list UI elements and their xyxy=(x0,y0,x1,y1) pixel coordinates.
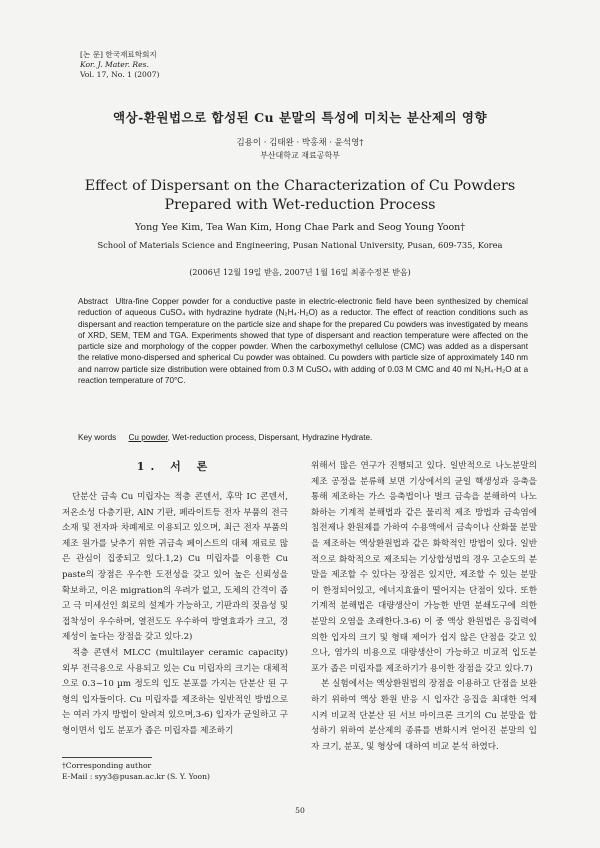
korean-authors: 김용이 · 김태완 · 박홍채 · 윤석영† xyxy=(236,138,364,148)
english-affiliation: School of Materials Science and Engineering, Pusan National University, Pusan, 609-735, Korea xyxy=(97,240,503,250)
left-paragraph-2: 적층 콘덴서 MLCC (multilayer ceramic capacity) 외부 전극용으로 사용되고 있는 Cu 미립자의 크기는 대체적으로 0.3~10 µm 정도의 입도 분포를 가지는 단분산 된 구형의 입자들이다. Cu 미립자를 제조하는 일반적인 방법으로는 여러 가지 방법이 알려져 있으며,3-6) 입자가 균일하고 구형이면서 입도 분포가 좁은 미립자를 제조하기 xyxy=(62,647,288,736)
received-dates: (2006년 12월 19일 받음, 2007년 1월 16일 최종수정본 받음) xyxy=(189,268,411,277)
section-heading: 1. 서 론 xyxy=(136,460,214,473)
footnote xyxy=(62,760,210,782)
abstract xyxy=(78,296,528,386)
left-paragraph-1: 단분산 금속 Cu 미립자는 적층 콘덴서, 후막 IC 콘덴서, 저온소성 다층기판, AlN 기판, 페라이트등 전자 부품의 전극소재 및 전자파 차폐제로 이용되고 있으며, 최근 전자 부품의 제조 원가를 낮추기 위한 귀금속 페이스트의 대체 재료로 많은 관심이 집중되고 있다.1,2) Cu 미립자를 이용한 Cu paste의 장점은 우수한 도전성을 갖고 있어 높은 신뢰성을 확보하고, 이온 migration의 우려가 없고, 도체의 간격이 좁고 극 미세선인 회로의 설계가 가능하고, 기판과의 젖음성 및 접착성이 우수하며, 열전도도 우수하여 방열효과가 크고, 경제성이 높다는 장점을 갖고 있다.2) xyxy=(62,492,288,643)
english-title-line-1: Effect of Dispersant on the Characterization of Cu Powders xyxy=(84,178,516,194)
korean-affiliation: 부산대학교 재료공학부 xyxy=(260,151,340,160)
right-column xyxy=(311,459,537,755)
keywords xyxy=(78,433,538,442)
footnote-line-1: †Corresponding author xyxy=(62,761,152,770)
english-title-line-2: Prepared with Wet-reduction Process xyxy=(164,197,436,213)
footnote-email: E-Mail : syy3@pusan.ac.kr (S. Y. Yoon) xyxy=(62,772,210,781)
korean-title: 액상-환원법으로 합성된 Cu 분말의 특성에 미치는 분산제의 영향 xyxy=(112,110,488,125)
journal-line-3: Vol. 17, No. 1 (2007) xyxy=(80,70,160,79)
journal-line-1: [논 문] 한국재료학회지 xyxy=(80,50,157,59)
keywords-rest: , Wet-reduction process, Dispersant, Hydrazine Hydrate. xyxy=(167,433,373,442)
journal-header xyxy=(80,50,160,80)
right-paragraph-2: 본 실험에서는 액상환원법의 장점을 이용하고 단점을 보완하기 위하여 액상 환원 반응 시 입자간 응집을 최대한 억제 시켜 비교적 단분산 된 서브 마이크론 크기의 Cu 분말을 합성하기 위하여 분산제의 종류를 변화시켜 얻어진 분말의 입자 크기, 분포, 및 형상에 대하여 비교 분석 하였다. xyxy=(311,679,537,752)
abstract-label: Abstract xyxy=(78,297,109,306)
footnote-rule xyxy=(62,757,152,758)
left-column xyxy=(62,490,288,740)
english-authors: Yong Yee Kim, Tea Wan Kim, Hong Chae Park and Seog Young Yoon† xyxy=(134,222,466,233)
english-title xyxy=(0,177,600,215)
abstract-text: Ultra-fine Copper powder for a conductive paste in electric-electronic field have been synthesized by chemical reduction of aqueous CuSO₄ with hydrazine hydrate (N₂H₄·H₂O) as a reductor. The effect of reaction conditions such as dispersant and reaction temperature on the particle size and shape for the prepared Cu powders was investigated by means of XRD, SEM, TEM and TGA. Experiments showed that type of dispersant and reaction temperature were affected on the particle size and morphology of the copper powder. When the carboxymethyl cellulose (CMC) was added as a dispersant the relative mono-dispersed and spherical Cu powder was obtained. Cu powders with particle size of approximately 140 nm and narrow particle size distribution were obtained from 0.3 M CuSO₄ with adding of 0.03 M CMC and 40 ml N₂H₄·H₂O at a reaction temperature of 70°C. xyxy=(78,297,528,386)
journal-line-2: Kor. J. Mater. Res. xyxy=(80,60,149,69)
right-paragraph-1: 위해서 많은 연구가 진행되고 있다. 일반적으로 나노분말의 제조 공정을 분류해 보면 기상에서의 균일 핵생성과 응축을 통해 제조하는 가스 응축법이나 벌크 금속을 분해하여 나노화하는 기계적 분해법과 같은 물리적 제조 방법과 금속염에 침전제나 환원제를 가하여 수용액에서 금속이나 산화물 분말을 제조하는 액상환원법과 같은 화학적인 방법이 있다. 일반적으로 화학적으로 제조되는 기상합성법의 경우 고순도의 분말을 제조할 수 있다는 장점은 있지만, 제조할 수 있는 분말이 한정되어있고, 에너지효율이 떨어지는 단점이 있다. 또한 기계적 분해법은 대량생산이 가능한 반면 분쇄도구에 의한 분말의 오염을 초래한다.3-6) 이 중 액상 환원법은 응집력에 의한 입자의 크기 및 형태 제어가 쉽지 않은 단점을 갖고 있으나, 염가의 비용으로 대량생산이 가능하고 비교적 입도분포가 좁은 미립자를 제조하기가 용이한 장점을 갖고 있다.7) xyxy=(311,461,537,674)
page-number: 50 xyxy=(295,806,305,815)
keywords-label: Key words xyxy=(78,433,117,442)
keyword-first: Cu powder xyxy=(128,433,168,442)
